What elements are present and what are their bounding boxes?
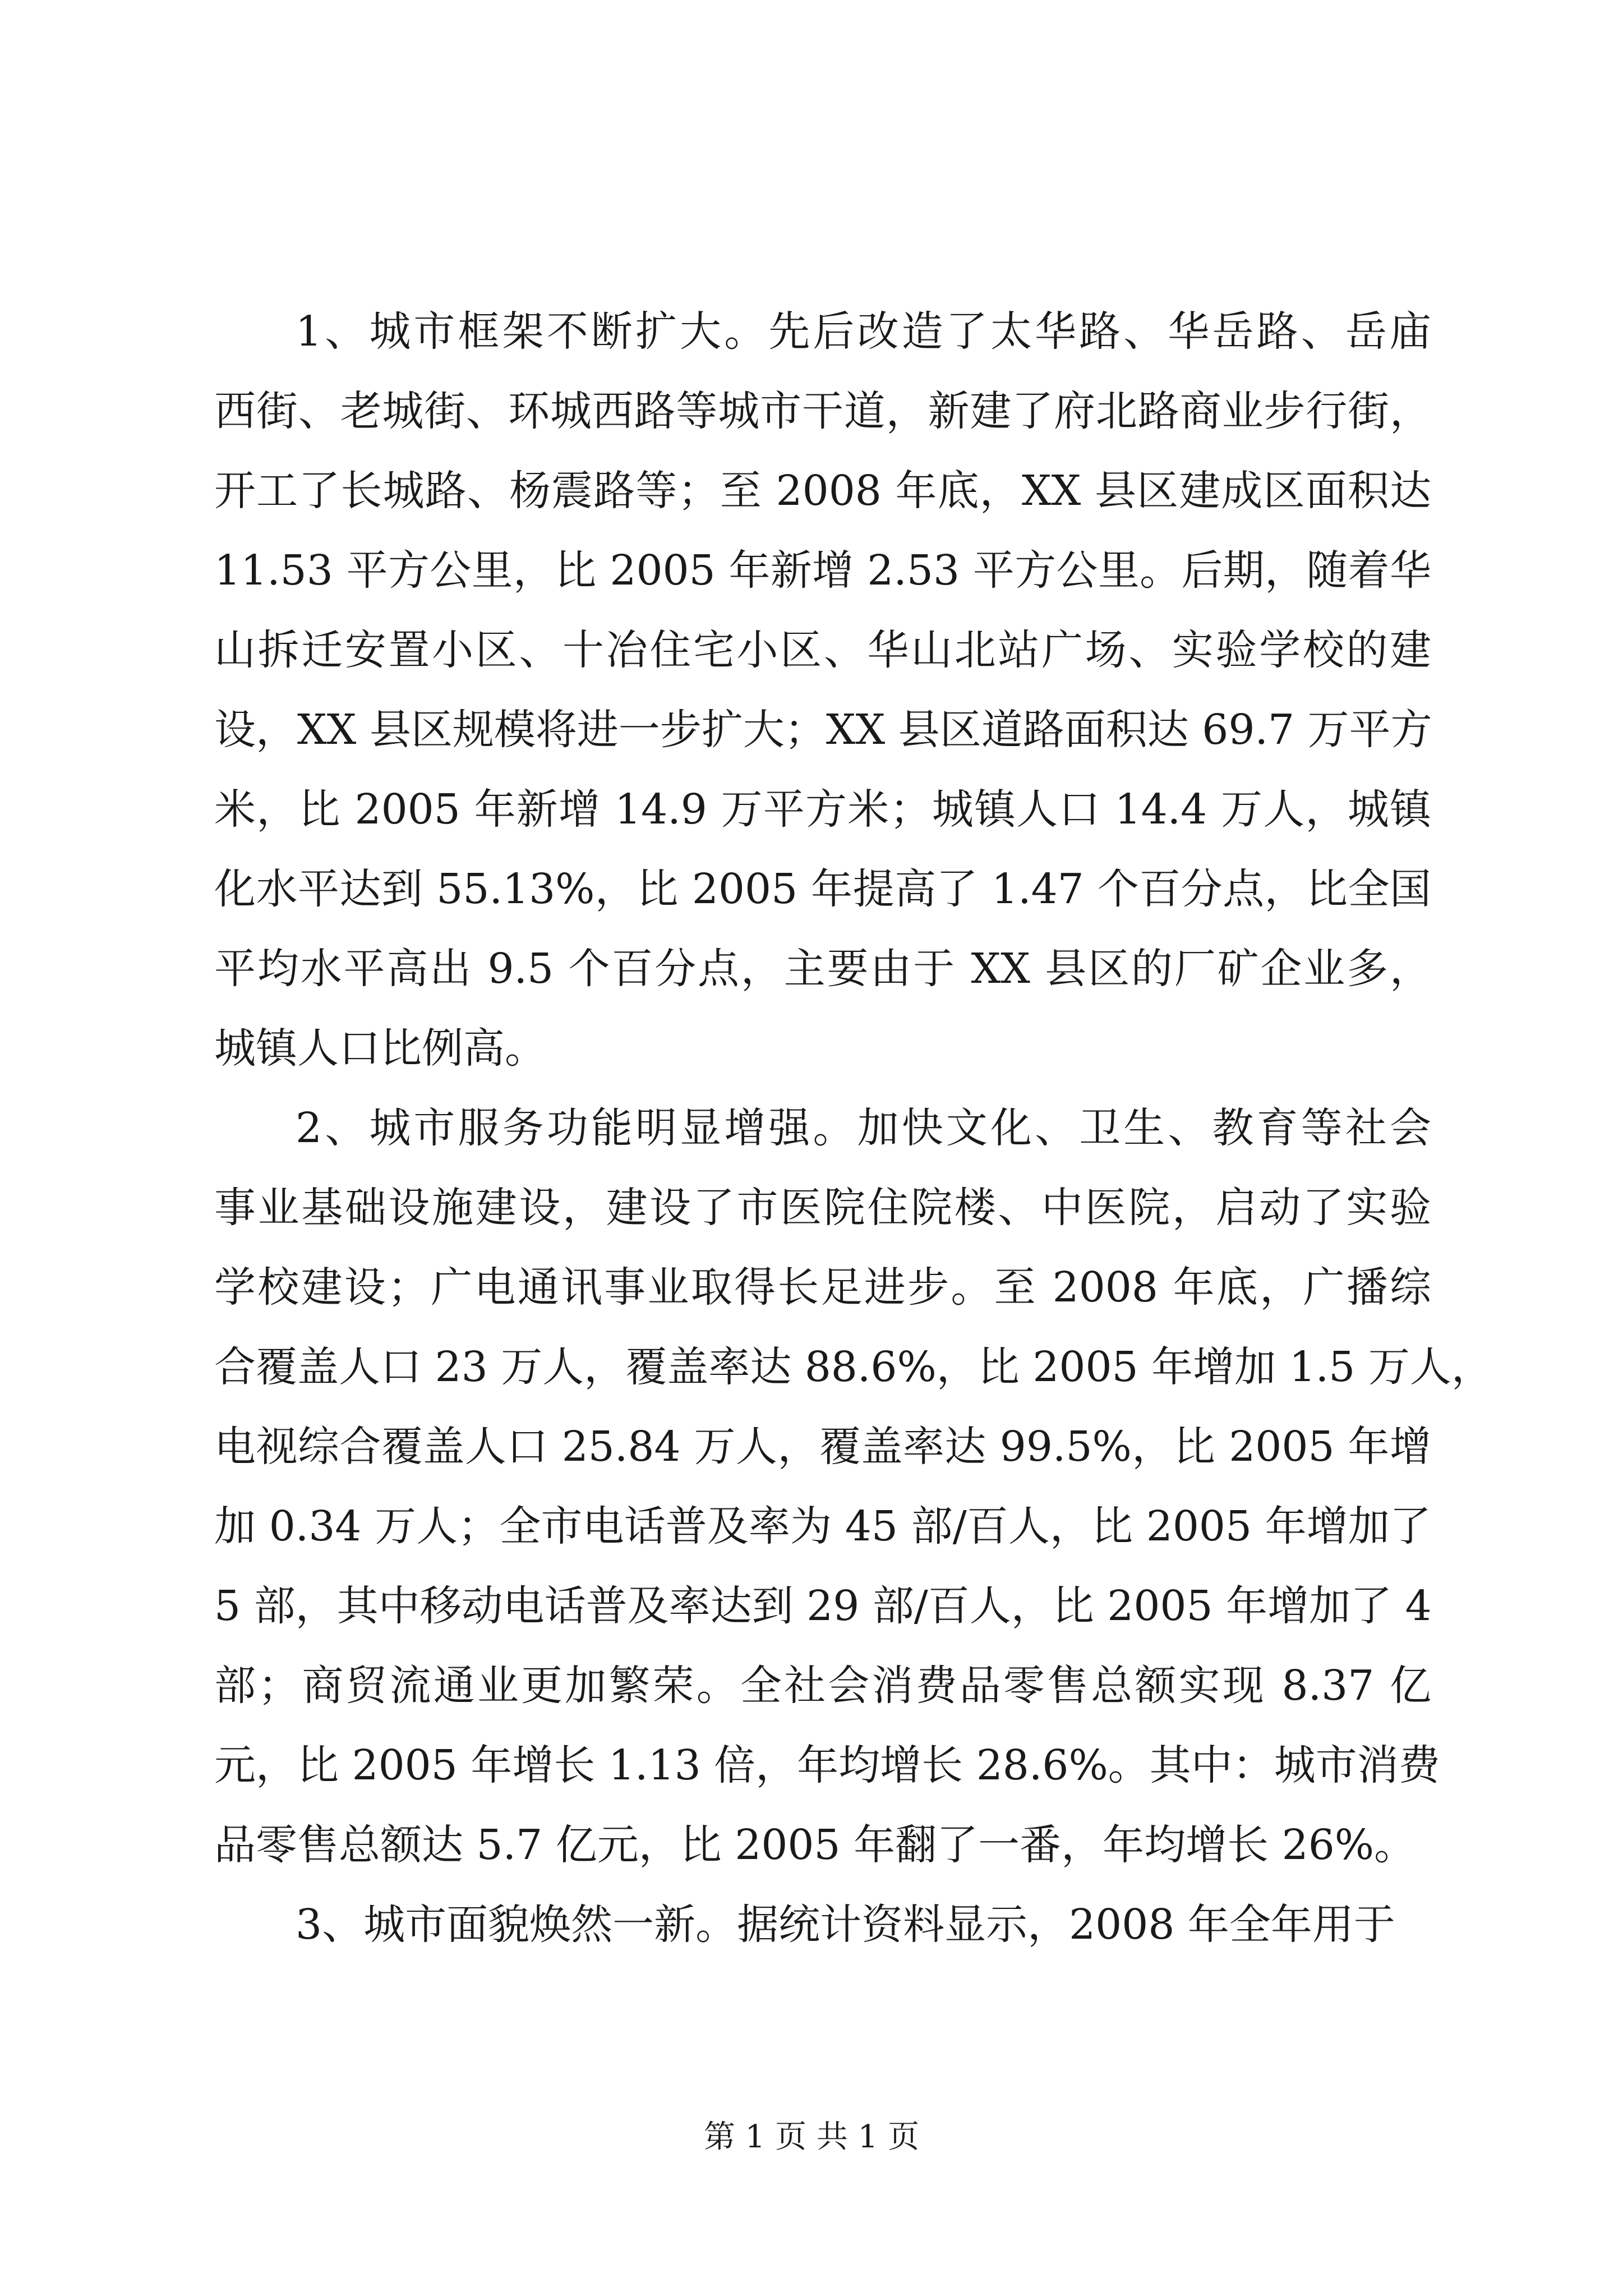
paragraph-3 [214, 1885, 1431, 1964]
text-line: 化水平达到 55.13%，比 2005 年提高了 1.47 个百分点，比全国 [214, 865, 1431, 913]
text-line: 电视综合覆盖人口 25.84 万人，覆盖率达 99.5%，比 2005 年增 [214, 1423, 1431, 1471]
text-line: 山拆迁安置小区、十冶住宅小区、华山北站广场、实验学校的建 [214, 626, 1431, 674]
text-line: 开工了长城路、杨震路等；至 2008 年底，XX 县区建成区面积达 [214, 467, 1431, 515]
document-body [214, 292, 1493, 1964]
text-line: 合覆盖人口 23 万人，覆盖率达 88.6%，比 2005 年增加 1.5 万人， [214, 1343, 1493, 1391]
page-number-footer: 第 1 页 共 1 页 [703, 2119, 920, 2155]
text-line: 学校建设；广电通讯事业取得长足进步。至 2008 年底，广播综 [214, 1263, 1431, 1312]
paragraph-2 [214, 1088, 1493, 1885]
text-line: 5 部，其中移动电话普及率达到 29 部/百人，比 2005 年增加了 4 [214, 1582, 1432, 1630]
text-line: 元，比 2005 年增长 1.13 倍，年均增长 28.6%。其中：城市消费 [214, 1741, 1440, 1789]
text-line: 城镇人口比例高。 [214, 1024, 546, 1073]
text-line: 加 0.34 万人；全市电话普及率为 45 部/百人，比 2005 年增加了 [214, 1502, 1431, 1550]
text-line: 事业基础设施建设，建设了市医院住院楼、中医院，启动了实验 [214, 1184, 1431, 1232]
text-line: 3、城市面貌焕然一新。据统计资料显示，2008 年全年用于 [296, 1901, 1395, 1949]
text-line: 米，比 2005 年新增 14.9 万平方米；城镇人口 14.4 万人，城镇 [214, 785, 1431, 834]
text-line: 2、城市服务功能明显增强。加快文化、卫生、教育等社会 [296, 1104, 1431, 1152]
text-line: 1、城市框架不断扩大。先后改造了太华路、华岳路、岳庙 [296, 307, 1431, 356]
paragraph-1 [214, 292, 1431, 1088]
text-line: 11.53 平方公里，比 2005 年新增 2.53 平方公里。后期，随着华 [214, 546, 1431, 595]
text-line: 设，XX 县区规模将进一步扩大；XX 县区道路面积达 69.7 万平方 [214, 706, 1432, 754]
text-line: 品零售总额达 5.7 亿元，比 2005 年翻了一番，年均增长 26%。 [214, 1821, 1416, 1869]
text-line: 平均水平高出 9.5 个百分点，主要由于 XX 县区的厂矿企业多， [214, 945, 1431, 993]
text-line: 西街、老城街、环城西路等城市干道，新建了府北路商业步行街， [214, 387, 1431, 435]
text-line: 部；商贸流通业更加繁荣。全社会消费品零售总额实现 8.37 亿 [214, 1662, 1431, 1710]
